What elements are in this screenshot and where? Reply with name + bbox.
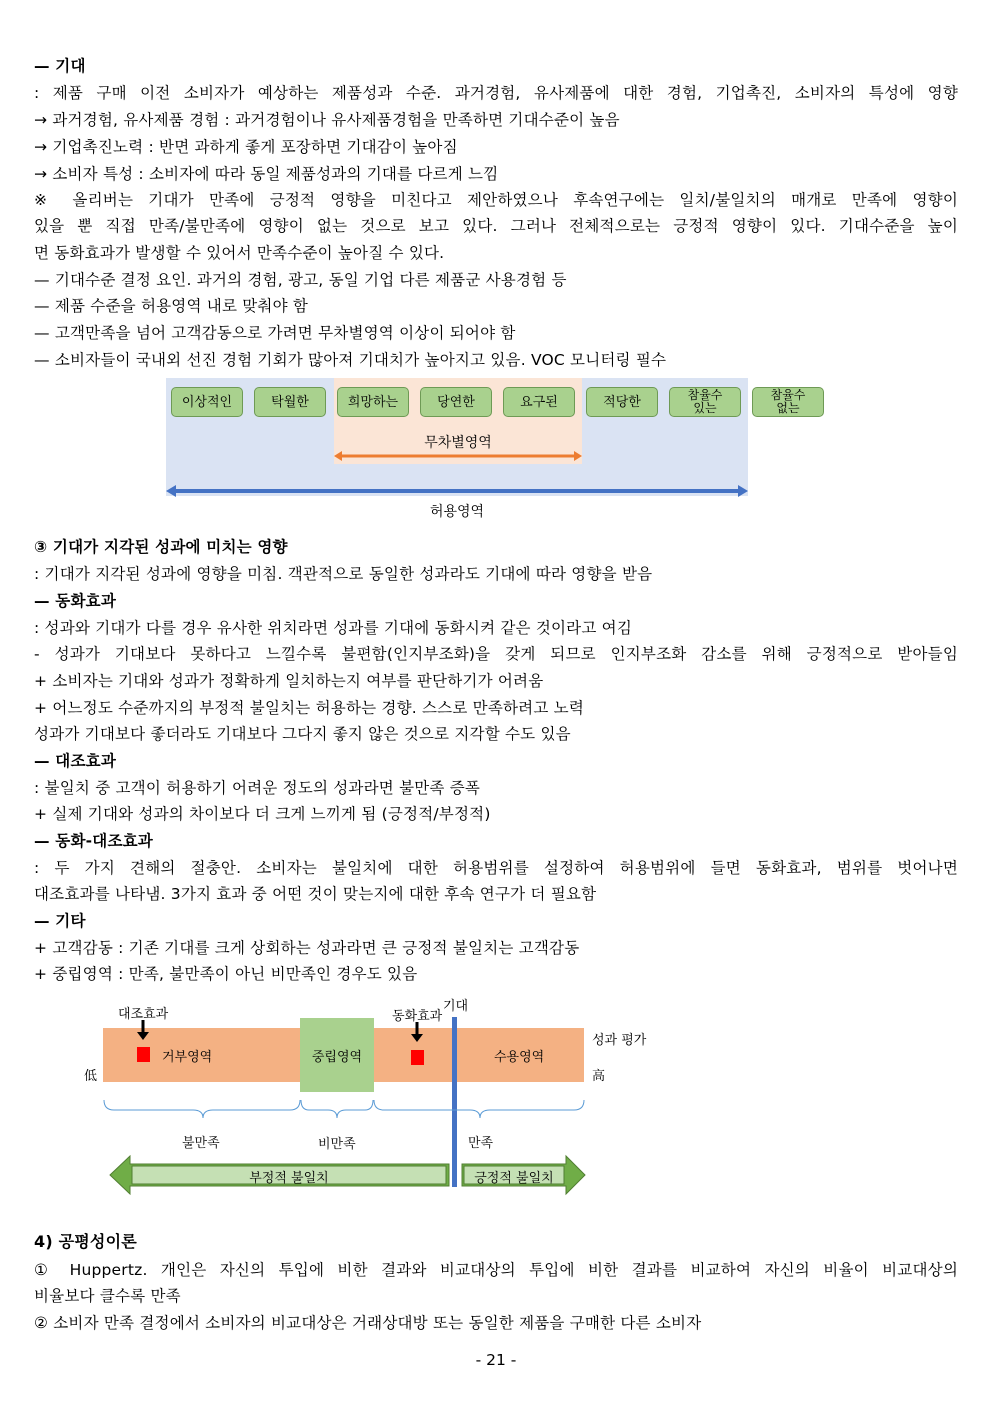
text-line: → 소비자 특성 : 소비자에 따라 동일 제품성과의 기대를 다르게 느낌 — [34, 165, 499, 183]
category-box: 이상적인 — [171, 387, 243, 417]
assimilation-effect-label: 동화효과 — [392, 1009, 443, 1024]
heading-assimilation: — 동화효과 — [34, 592, 116, 610]
text-line: + 고객감동 : 기존 기대를 크게 상회하는 성과라면 큰 긍정적 불일치는 고객감동 — [34, 939, 580, 957]
dissatisfaction-label: 불만족 — [182, 1136, 220, 1151]
heading-equity-theory: 4) 공평성이론 — [34, 1232, 137, 1251]
tolerance-zone-label: 허용영역 — [429, 504, 485, 520]
expectation-label: 기대 — [443, 999, 469, 1014]
text-line: → 기업촉진노력 : 반면 과하게 좋게 포장하면 기대감이 높아짐 — [34, 138, 458, 156]
text-line: ※ 올리버는 기대가 만족에 긍정적 영향을 미친다고 제안하였으나 후속연구에는 일치/불일치의 매개로 만족에 영향이 — [34, 191, 958, 209]
heading-effect: ③ 기대가 지각된 성과에 미치는 영향 — [34, 538, 288, 556]
heading-expectation: — 기대 — [34, 57, 86, 75]
text-line: 대조효과를 나타냄. 3가지 효과 중 어떤 것이 맞는지에 대한 후속 연구가 더 필요함 — [34, 885, 597, 903]
text-line: — 소비자들이 국내외 선진 경험 기회가 많아져 기대치가 높아지고 있음. VOC 모니터링 필수 — [34, 351, 667, 369]
text-line: — 제품 수준을 허용영역 내로 맞춰야 함 — [34, 297, 309, 315]
text-line: + 어느정도 수준까지의 부정적 불일치는 허용하는 경향. 스스로 만족하려고 노력 — [34, 699, 584, 717]
text-line: + 소비자는 기대와 성과가 정확하게 일치하는지 여부를 판단하기가 어려움 — [34, 672, 544, 690]
heading-contrast: — 대조효과 — [34, 752, 116, 770]
text-line: 면 동화효과가 발생할 수 있어서 만족수준이 높아질 수 있다. — [34, 244, 445, 262]
text-line: → 과거경험, 유사제품 경험 : 과거경험이나 유사제품경험을 만족하면 기대수준이 높음 — [34, 111, 620, 129]
text-line: 성과가 기대보다 좋더라도 기대보다 그다지 좋지 않은 것으로 지각할 수도 있음 — [34, 725, 571, 743]
page-number: - 21 - — [475, 1351, 517, 1369]
satisfaction-label: 만족 — [468, 1136, 494, 1151]
text-line: : 제품 구매 이전 소비자가 예상하는 제품성과 수준. 과거경험, 유사제품에 대한 경험, 기업촉진, 소비자의 특성에 영향 — [34, 84, 958, 102]
high-label: 高 — [592, 1069, 606, 1084]
indifference-zone-label: 무차별영역 — [424, 435, 492, 451]
text-line: — 고객만족을 넘어 고객감동으로 가려면 무차별영역 이상이 되어야 함 — [34, 324, 516, 342]
brace-icon — [104, 1100, 584, 1118]
positive-disconfirmation-label: 긍정적 불일치 — [474, 1171, 554, 1186]
down-arrow-icon — [137, 1020, 149, 1040]
category-box: 희망하는 — [337, 387, 409, 417]
text-line: ② 소비자 만족 결정에서 소비자의 비교대상은 거래상대방 또는 동일한 제품을 구매한 다른 소비자 — [34, 1314, 702, 1332]
neutral-zone-label: 중립영역 — [311, 1050, 363, 1065]
contrast-effect-label: 대조효과 — [118, 1007, 169, 1022]
category-box: 참율수 있는 — [669, 387, 741, 417]
text-line: : 불일치 중 고객이 허용하기 어려운 정도의 성과라면 불만족 증폭 — [34, 779, 481, 797]
category-box: 당연한 — [420, 387, 492, 417]
text-line: : 두 가지 견해의 절충안. 소비자는 불일치에 대한 허용범위를 설정하여 허용범위에 들면 동화효과, 범위를 벗어나면 — [34, 859, 958, 877]
category-box: 참율수 없는 — [752, 387, 824, 417]
category-box: 탁월한 — [254, 387, 326, 417]
text-line: 비율보다 클수록 만족 — [34, 1287, 181, 1305]
heading-assimilation-contrast: — 동화-대조효과 — [34, 832, 153, 850]
text-line: - 성과가 기대보다 못하다고 느낄수록 불편함(인지부조화)을 갖게 되므로 인지부조화 감소를 위해 긍정적으로 받아들임 — [34, 645, 958, 663]
text-line: + 중립영역 : 만족, 불만족이 아닌 비만족인 경우도 있음 — [34, 965, 418, 983]
text-line: ① Huppertz. 개인은 자신의 투입에 비한 결과와 비교대상의 투입에 비한 결과를 비교하여 자신의 비율이 비교대상의 — [34, 1261, 958, 1279]
low-label: 低 — [84, 1069, 98, 1084]
performance-eval-label: 성과 평가 — [592, 1033, 647, 1048]
heading-etc: — 기타 — [34, 912, 86, 930]
text-line: : 기대가 지각된 성과에 영향을 미침. 객관적으로 동일한 성과라도 기대에 따라 영향을 받음 — [34, 565, 653, 583]
text-line: + 실제 기대와 성과의 차이보다 더 크게 느끼게 됨 (긍정적/부정적) — [34, 805, 491, 823]
non-satisfaction-label: 비만족 — [318, 1137, 356, 1152]
text-line: : 성과와 기대가 다를 경우 유사한 위치라면 성과를 기대에 동화시켜 같은 것이라고 여김 — [34, 619, 633, 637]
text-line: 있을 뿐 직접 만족/불만족에 영향이 없는 것으로 보고 있다. 그러나 전체적으로는 긍정적 영향이 있다. 기대수준을 높이 — [34, 217, 958, 235]
text-line: — 기대수준 결정 요인. 과거의 경험, 광고, 동일 기업 다른 제품군 사용경험 등 — [34, 271, 567, 289]
rejection-zone-label: 거부영역 — [162, 1050, 213, 1065]
down-arrow-icon — [411, 1022, 423, 1042]
negative-disconfirmation-label: 부정적 불일치 — [249, 1171, 329, 1186]
category-box: 요구된 — [503, 387, 575, 417]
category-box: 적당한 — [586, 387, 658, 417]
acceptance-zone-label: 수용영역 — [494, 1050, 545, 1065]
